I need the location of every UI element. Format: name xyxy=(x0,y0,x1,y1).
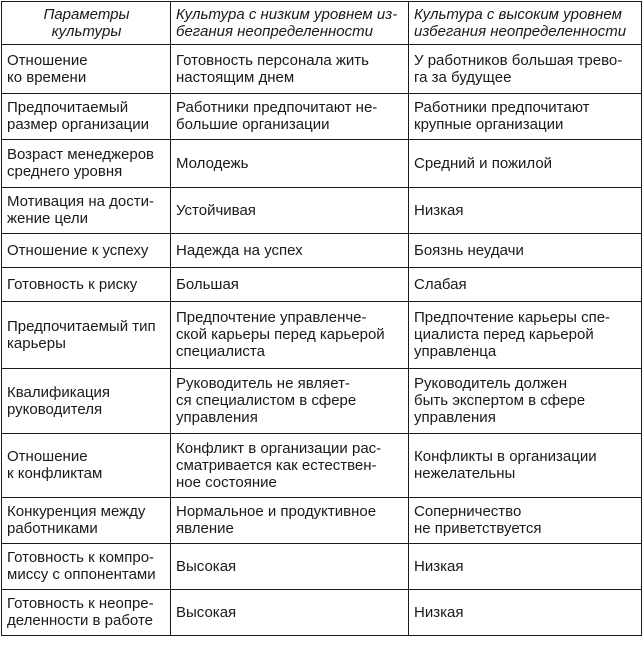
high-avoidance-cell: Работники предпочитают крупные организации xyxy=(409,94,642,140)
header-high-uncertainty-avoidance: Культура с высоким уровнем избегания неопределенности xyxy=(409,2,642,45)
high-avoidance-cell: Средний и пожилой xyxy=(409,140,642,188)
high-avoidance-cell: Предпочтение карьеры спе- циалиста перед карьерой управленца xyxy=(409,302,642,369)
table-row xyxy=(2,498,642,544)
high-avoidance-cell: Низкая xyxy=(409,590,642,636)
low-avoidance-cell: Предпочтение управленче- ской карьеры перед карьерой специалиста xyxy=(171,302,409,369)
table-row xyxy=(2,302,642,369)
parameter-cell: Мотивация на дости- жение цели xyxy=(2,188,171,234)
high-avoidance-cell: Руководитель должен быть экспертом в сфере управления xyxy=(409,369,642,434)
culture-comparison-table xyxy=(1,1,642,636)
high-avoidance-cell: Соперничество не приветствуется xyxy=(409,498,642,544)
table-row xyxy=(2,434,642,498)
parameter-cell: Предпочитаемый тип карьеры xyxy=(2,302,171,369)
parameter-cell: Готовность к компро- миссу с оппонентами xyxy=(2,544,171,590)
parameter-cell: Отношение ко времени xyxy=(2,45,171,94)
parameter-cell: Конкуренция между работниками xyxy=(2,498,171,544)
table-row xyxy=(2,188,642,234)
parameter-cell: Отношение к конфликтам xyxy=(2,434,171,498)
header-low-uncertainty-avoidance: Культура с низким уровнем из- бегания неопределенности xyxy=(171,2,409,45)
high-avoidance-cell: Низкая xyxy=(409,544,642,590)
high-avoidance-cell: У работников большая трево- га за будущее xyxy=(409,45,642,94)
table-row xyxy=(2,590,642,636)
low-avoidance-cell: Устойчивая xyxy=(171,188,409,234)
parameter-cell: Готовность к риску xyxy=(2,268,171,302)
parameter-cell: Квалификация руководителя xyxy=(2,369,171,434)
parameter-cell: Предпочитаемый размер организации xyxy=(2,94,171,140)
high-avoidance-cell: Низкая xyxy=(409,188,642,234)
low-avoidance-cell: Высокая xyxy=(171,590,409,636)
low-avoidance-cell: Готовность персонала жить настоящим днем xyxy=(171,45,409,94)
high-avoidance-cell: Конфликты в организации нежелательны xyxy=(409,434,642,498)
low-avoidance-cell: Нормальное и продуктивное явление xyxy=(171,498,409,544)
table-row xyxy=(2,544,642,590)
parameter-cell: Готовность к неопре- деленности в работе xyxy=(2,590,171,636)
low-avoidance-cell: Работники предпочитают не- большие организации xyxy=(171,94,409,140)
table-row xyxy=(2,94,642,140)
low-avoidance-cell: Молодежь xyxy=(171,140,409,188)
parameter-cell: Отношение к успеху xyxy=(2,234,171,268)
table-row xyxy=(2,268,642,302)
parameter-cell: Возраст менеджеров среднего уровня xyxy=(2,140,171,188)
table-row xyxy=(2,369,642,434)
high-avoidance-cell: Слабая xyxy=(409,268,642,302)
header-parameters: Параметры культуры xyxy=(2,2,171,45)
high-avoidance-cell: Боязнь неудачи xyxy=(409,234,642,268)
table-row xyxy=(2,45,642,94)
low-avoidance-cell: Высокая xyxy=(171,544,409,590)
low-avoidance-cell: Надежда на успех xyxy=(171,234,409,268)
low-avoidance-cell: Большая xyxy=(171,268,409,302)
low-avoidance-cell: Руководитель не являет- ся специалистом в сфере управления xyxy=(171,369,409,434)
table-row xyxy=(2,140,642,188)
table-row xyxy=(2,234,642,268)
header-row xyxy=(2,2,642,45)
low-avoidance-cell: Конфликт в организации рас- сматривается как естествен- ное состояние xyxy=(171,434,409,498)
